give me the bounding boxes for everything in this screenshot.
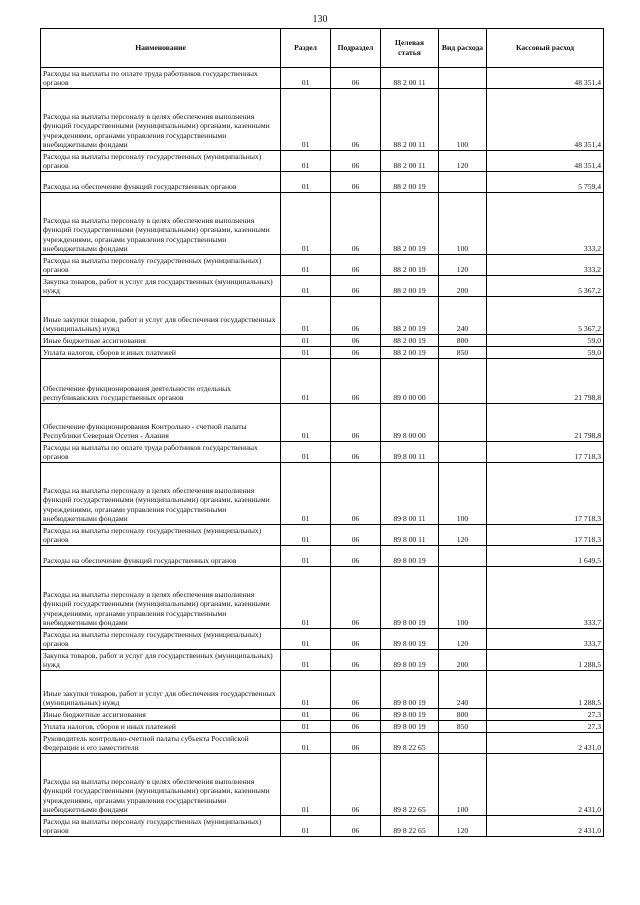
cell-amount: 21 798,8	[487, 359, 604, 404]
cell-section: 01	[281, 151, 331, 172]
cell-kind	[439, 172, 487, 193]
table-row	[41, 442, 604, 463]
cell-name: Уплата налогов, сборов и иных платежей	[41, 721, 281, 733]
cell-kind: 200	[439, 650, 487, 671]
cell-section: 01	[281, 721, 331, 733]
cell-amount: 5 759,4	[487, 172, 604, 193]
cell-kind: 120	[439, 525, 487, 546]
cell-target: 89 8 22 65	[381, 816, 439, 837]
cell-subsection: 06	[331, 359, 381, 404]
cell-kind: 850	[439, 347, 487, 359]
cell-amount: 17 718,3	[487, 463, 604, 525]
cell-target: 88 2 00 19	[381, 297, 439, 335]
cell-subsection: 06	[331, 89, 381, 151]
cell-section: 01	[281, 650, 331, 671]
cell-target: 89 8 22 65	[381, 754, 439, 816]
cell-amount: 5 367,2	[487, 297, 604, 335]
table-row	[41, 255, 604, 276]
cell-section: 01	[281, 193, 331, 255]
cell-amount: 1 649,5	[487, 546, 604, 567]
header-kind: Вид расхода	[439, 29, 487, 68]
cell-section: 01	[281, 629, 331, 650]
cell-kind: 240	[439, 671, 487, 709]
cell-target: 88 2 00 19	[381, 276, 439, 297]
cell-kind	[439, 733, 487, 754]
cell-target: 89 8 00 19	[381, 629, 439, 650]
cell-name: Расходы на выплаты персоналу государственных (муниципальных) органов	[41, 816, 281, 837]
cell-subsection: 06	[331, 172, 381, 193]
cell-subsection: 06	[331, 567, 381, 629]
cell-amount: 17 718,3	[487, 525, 604, 546]
cell-section: 01	[281, 546, 331, 567]
cell-subsection: 06	[331, 671, 381, 709]
cell-subsection: 06	[331, 754, 381, 816]
cell-section: 01	[281, 172, 331, 193]
cell-name: Обеспечение функционирования деятельности отдельных республиканских государственных органов	[41, 359, 281, 404]
table-row	[41, 709, 604, 721]
header-amount: Кассовый расход	[487, 29, 604, 68]
cell-amount: 2 431,0	[487, 754, 604, 816]
cell-subsection: 06	[331, 733, 381, 754]
cell-amount: 27,3	[487, 709, 604, 721]
cell-target: 89 8 00 11	[381, 442, 439, 463]
table-body	[41, 68, 604, 837]
cell-subsection: 06	[331, 297, 381, 335]
cell-target: 89 8 00 19	[381, 709, 439, 721]
table-row	[41, 754, 604, 816]
cell-amount: 2 431,0	[487, 733, 604, 754]
cell-amount: 1 288,5	[487, 671, 604, 709]
cell-amount: 27,3	[487, 721, 604, 733]
cell-name: Уплата налогов, сборов и иных платежей	[41, 347, 281, 359]
cell-amount: 48 351,4	[487, 68, 604, 89]
table-row	[41, 172, 604, 193]
cell-subsection: 06	[331, 276, 381, 297]
cell-target: 88 2 00 19	[381, 172, 439, 193]
cell-kind: 100	[439, 754, 487, 816]
cell-subsection: 06	[331, 463, 381, 525]
expense-table	[40, 28, 604, 837]
table-row	[41, 89, 604, 151]
cell-subsection: 06	[331, 193, 381, 255]
cell-section: 01	[281, 671, 331, 709]
cell-kind: 100	[439, 89, 487, 151]
cell-name: Расходы на выплаты персоналу в целях обеспечения выполнения функций государственными (муниципальными) органами, казенными учреждениями, органами управления государственными внебюджетными фондами	[41, 193, 281, 255]
cell-kind	[439, 68, 487, 89]
cell-name: Иные закупки товаров, работ и услуг для обеспечения государственных (муниципальных) нужд	[41, 297, 281, 335]
cell-section: 01	[281, 567, 331, 629]
cell-target: 88 2 00 19	[381, 347, 439, 359]
cell-amount: 17 718,3	[487, 442, 604, 463]
table-header-row	[41, 29, 604, 68]
cell-section: 01	[281, 733, 331, 754]
cell-kind: 120	[439, 629, 487, 650]
cell-kind: 800	[439, 335, 487, 347]
cell-name: Расходы на выплаты персоналу государственных (муниципальных) органов	[41, 151, 281, 172]
table-row	[41, 733, 604, 754]
cell-subsection: 06	[331, 255, 381, 276]
cell-name: Расходы на выплаты персоналу в целях обеспечения выполнения функций государственными (муниципальными) органами, казенными учреждениями, органами управления государственными внебюджетными фондами	[41, 754, 281, 816]
cell-name: Расходы на выплаты персоналу государственных (муниципальных) органов	[41, 255, 281, 276]
table-row	[41, 629, 604, 650]
cell-subsection: 06	[331, 650, 381, 671]
cell-name: Расходы на выплаты персоналу в целях обеспечения выполнения функций государственными (муниципальными) органами, казенными учреждениями, органами управления государственными внебюджетными фондами	[41, 463, 281, 525]
cell-amount: 59,0	[487, 335, 604, 347]
cell-kind: 100	[439, 463, 487, 525]
cell-amount: 48 351,4	[487, 89, 604, 151]
table-row	[41, 276, 604, 297]
cell-section: 01	[281, 359, 331, 404]
cell-amount: 333,2	[487, 255, 604, 276]
cell-subsection: 06	[331, 816, 381, 837]
cell-amount: 21 798,8	[487, 404, 604, 442]
cell-kind	[439, 404, 487, 442]
cell-amount: 333,2	[487, 193, 604, 255]
cell-name: Расходы на выплаты персоналу в целях обеспечения выполнения функций государственными (муниципальными) органами, казенными учреждениями, органами управления государственными внебюджетными фондами	[41, 89, 281, 151]
table-row	[41, 567, 604, 629]
cell-kind: 200	[439, 276, 487, 297]
cell-section: 01	[281, 297, 331, 335]
table-row	[41, 671, 604, 709]
table-row	[41, 404, 604, 442]
table-row	[41, 297, 604, 335]
cell-section: 01	[281, 816, 331, 837]
cell-target: 89 8 00 11	[381, 525, 439, 546]
cell-target: 89 8 22 65	[381, 733, 439, 754]
header-target: Целевая статья	[381, 29, 439, 68]
table-row	[41, 193, 604, 255]
header-name: Наименование	[41, 29, 281, 68]
cell-amount: 5 367,2	[487, 276, 604, 297]
cell-amount: 48 351,4	[487, 151, 604, 172]
cell-target: 89 8 00 19	[381, 546, 439, 567]
cell-name: Иные закупки товаров, работ и услуг для обеспечения государственных (муниципальных) нужд	[41, 671, 281, 709]
cell-kind: 850	[439, 721, 487, 733]
cell-subsection: 06	[331, 347, 381, 359]
cell-name: Закупка товаров, работ и услуг для государственных (муниципальных) нужд	[41, 276, 281, 297]
cell-target: 88 2 00 19	[381, 255, 439, 276]
cell-amount: 2 431,0	[487, 816, 604, 837]
cell-target: 89 0 00 00	[381, 359, 439, 404]
table-row	[41, 68, 604, 89]
cell-target: 89 8 00 19	[381, 721, 439, 733]
cell-subsection: 06	[331, 546, 381, 567]
cell-target: 88 2 00 11	[381, 89, 439, 151]
cell-target: 89 8 00 19	[381, 567, 439, 629]
cell-kind	[439, 442, 487, 463]
table-row	[41, 463, 604, 525]
page-number: 130	[312, 14, 328, 25]
cell-name: Иные бюджетные ассигнования	[41, 335, 281, 347]
cell-kind: 120	[439, 151, 487, 172]
cell-name: Закупка товаров, работ и услуг для государственных (муниципальных) нужд	[41, 650, 281, 671]
cell-subsection: 06	[331, 709, 381, 721]
cell-name: Расходы на выплаты по оплате труда работников государственных органов	[41, 68, 281, 89]
table-row	[41, 359, 604, 404]
cell-name: Расходы на выплаты персоналу государственных (муниципальных) органов	[41, 629, 281, 650]
cell-kind: 800	[439, 709, 487, 721]
cell-amount: 1 288,5	[487, 650, 604, 671]
cell-subsection: 06	[331, 525, 381, 546]
cell-section: 01	[281, 68, 331, 89]
cell-kind	[439, 359, 487, 404]
cell-section: 01	[281, 89, 331, 151]
cell-section: 01	[281, 347, 331, 359]
cell-kind: 120	[439, 816, 487, 837]
cell-subsection: 06	[331, 629, 381, 650]
cell-section: 01	[281, 754, 331, 816]
table-row	[41, 335, 604, 347]
cell-section: 01	[281, 335, 331, 347]
cell-target: 88 2 00 19	[381, 335, 439, 347]
cell-subsection: 06	[331, 721, 381, 733]
cell-subsection: 06	[331, 151, 381, 172]
table-row	[41, 650, 604, 671]
table-row	[41, 151, 604, 172]
cell-kind: 240	[439, 297, 487, 335]
header-subsection: Подраздел	[331, 29, 381, 68]
cell-section: 01	[281, 255, 331, 276]
cell-amount: 333,7	[487, 629, 604, 650]
cell-amount: 333,7	[487, 567, 604, 629]
cell-target: 88 2 00 11	[381, 68, 439, 89]
header-section: Раздел	[281, 29, 331, 68]
cell-name: Расходы на выплаты по оплате труда работников государственных органов	[41, 442, 281, 463]
cell-target: 89 8 00 00	[381, 404, 439, 442]
cell-section: 01	[281, 276, 331, 297]
cell-name: Расходы на выплаты персоналу государственных (муниципальных) органов	[41, 525, 281, 546]
cell-name: Расходы на обеспечение функций государственных органов	[41, 546, 281, 567]
cell-target: 89 8 00 19	[381, 650, 439, 671]
cell-name: Расходы на выплаты персоналу в целях обеспечения выполнения функций государственными (муниципальными) органами, казенными учреждениями, органами управления государственными внебюджетными фондами	[41, 567, 281, 629]
cell-target: 89 8 00 11	[381, 463, 439, 525]
table-row	[41, 525, 604, 546]
cell-kind: 100	[439, 567, 487, 629]
table-row	[41, 816, 604, 837]
cell-subsection: 06	[331, 68, 381, 89]
cell-target: 89 8 00 19	[381, 671, 439, 709]
cell-amount: 59,0	[487, 347, 604, 359]
cell-section: 01	[281, 525, 331, 546]
table-row	[41, 546, 604, 567]
table-row	[41, 721, 604, 733]
cell-name: Иные бюджетные ассигнования	[41, 709, 281, 721]
cell-subsection: 06	[331, 442, 381, 463]
cell-kind: 100	[439, 193, 487, 255]
cell-name: Руководитель контрольно-счетной палаты субъекта Российской Федерации и его заместители	[41, 733, 281, 754]
cell-section: 01	[281, 442, 331, 463]
cell-name: Расходы на обеспечение функций государственных органов	[41, 172, 281, 193]
cell-subsection: 06	[331, 335, 381, 347]
cell-section: 01	[281, 404, 331, 442]
cell-target: 88 2 00 11	[381, 151, 439, 172]
cell-section: 01	[281, 709, 331, 721]
cell-section: 01	[281, 463, 331, 525]
table-row	[41, 347, 604, 359]
cell-kind: 120	[439, 255, 487, 276]
cell-kind	[439, 546, 487, 567]
cell-target: 88 2 00 19	[381, 193, 439, 255]
cell-subsection: 06	[331, 404, 381, 442]
cell-name: Обеспечение функционирования Контрольно - счетной палаты Республики Северная Осетия - Алания	[41, 404, 281, 442]
